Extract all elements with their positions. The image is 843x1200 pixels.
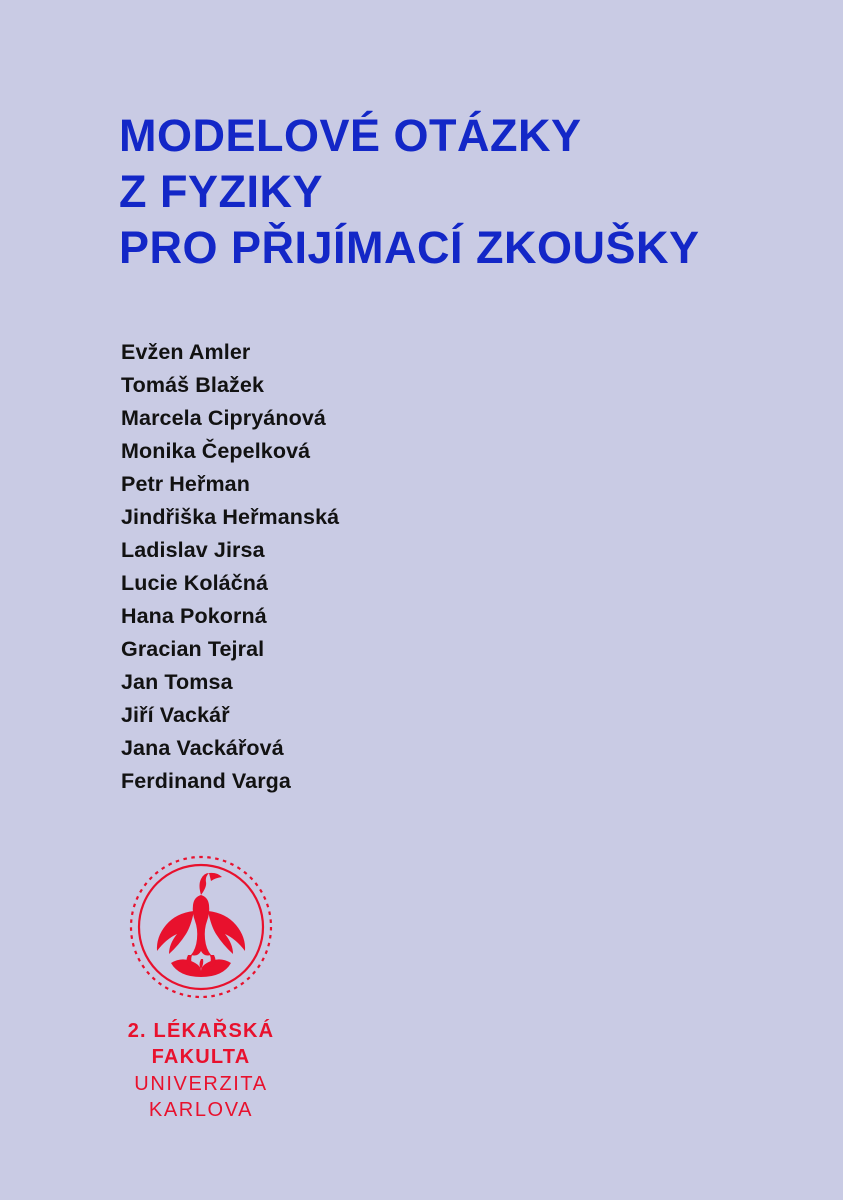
author-name: Hana Pokorná <box>121 604 267 628</box>
author-name: Jan Tomsa <box>121 670 233 694</box>
logo-line-karlova: KARLOVA <box>148 1099 254 1122</box>
author-name: Marcela Cipryánová <box>121 406 326 430</box>
author-name: Gracian Tejral <box>121 637 265 661</box>
title-line-3: PRO PŘIJÍMACÍ ZKOUŠKY <box>119 221 700 273</box>
author-name: Petr Heřman <box>121 472 250 496</box>
university-logo <box>104 855 304 1124</box>
author-name: Jiří Vackář <box>121 703 230 727</box>
logo-wordmark <box>104 1018 298 1124</box>
author-name: Tomáš Blažek <box>121 373 264 397</box>
author-name: Ladislav Jirsa <box>121 538 265 562</box>
author-name: Ferdinand Varga <box>121 769 291 793</box>
author-name: Jana Vackářová <box>121 736 284 760</box>
logo-line-university: UNIVERZITA <box>134 1072 268 1095</box>
title-line-1: MODELOVÉ OTÁZKY <box>119 110 582 161</box>
logo-line-faculty: FAKULTA <box>151 1046 251 1069</box>
author-name: Lucie Koláčná <box>121 571 269 595</box>
author-name: Jindřiška Heřmanská <box>121 505 340 529</box>
author-list <box>121 336 721 798</box>
book-title <box>119 108 779 275</box>
pelican-seal-icon <box>116 855 286 1010</box>
author-name: Monika Čepelková <box>121 439 311 463</box>
title-line-2: Z FYZIKY <box>119 165 323 217</box>
author-name: Evžen Amler <box>121 340 251 364</box>
logo-line-faculty-number: 2. LÉKAŘSKÁ <box>127 1020 275 1042</box>
